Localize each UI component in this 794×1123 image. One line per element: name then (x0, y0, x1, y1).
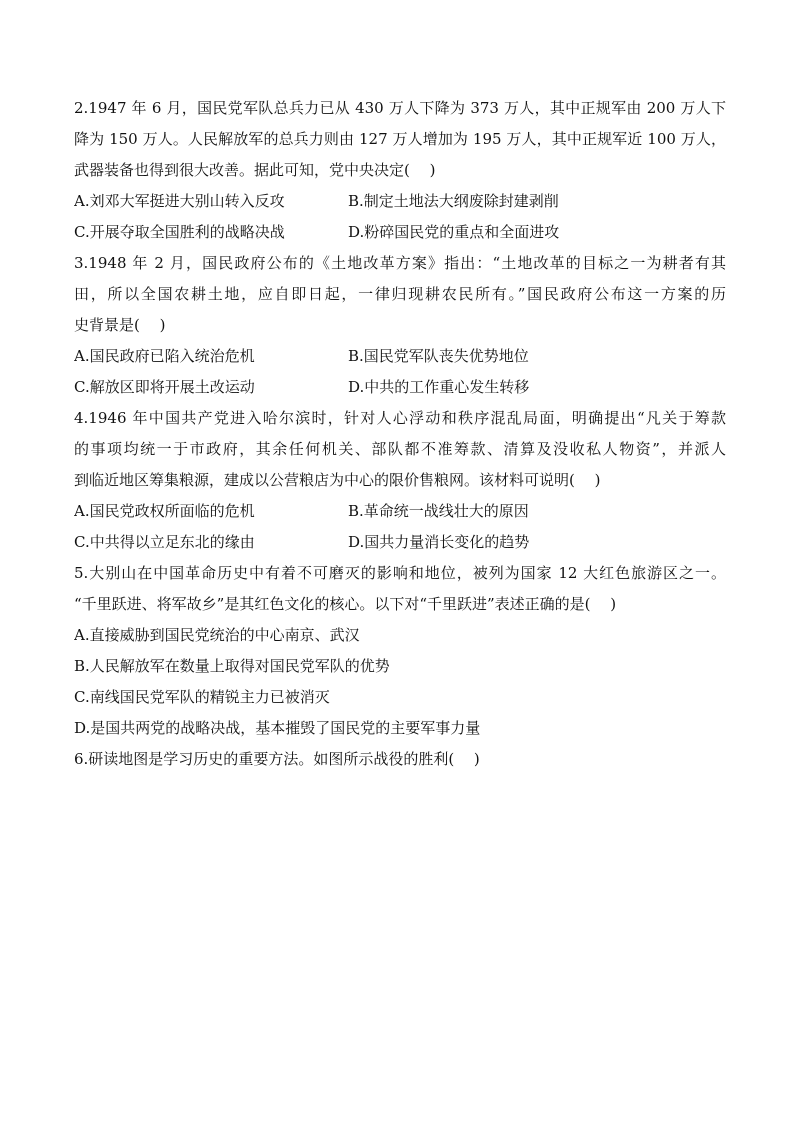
option-d: D.中共的工作重心发生转移 (348, 378, 530, 396)
question-2-options-row-1 (74, 186, 726, 217)
question-6-stem-line-1: 6.研读地图是学习历史的重要方法。如图所示战役的胜利( ) (74, 750, 480, 768)
question-4-stem-line-3: 到临近地区筹集粮源，建成以公营粮店为中心的限价售粮网。该材料可说明( ) (74, 471, 601, 489)
option-c: C.解放区即将开展土改运动 (74, 378, 255, 396)
option-a: A.直接威胁到国民党统治的中心南京、武汉 (74, 626, 360, 644)
question-4-options-row-2 (74, 527, 726, 558)
question-5 (74, 558, 726, 744)
question-3-options-row-2 (74, 372, 726, 403)
question-4-stem-line-1: 4.1946 年中国共产党进入哈尔滨时，针对人心浮动和秩序混乱局面，明确提出“凡关于筹款 (74, 409, 726, 427)
question-2-stem-line-2: 降为 150 万人。人民解放军的总兵力则由 127 万人增加为 195 万人，其中正规军近 100 万人， (74, 130, 726, 148)
question-3-stem-line-2: 田，所以全国农耕土地，应自即日起，一律归现耕农民所有。”国民政府公布这一方案的历 (74, 285, 726, 303)
option-c: C.中共得以立足东北的缘由 (74, 533, 255, 551)
option-c: C.南线国民党军队的精锐主力已被消灭 (74, 688, 330, 706)
option-b: B.人民解放军在数量上取得对国民党军队的优势 (74, 657, 390, 675)
question-6 (74, 744, 726, 775)
question-2-stem-line-3: 武器装备也得到很大改善。据此可知，党中央决定( ) (74, 161, 436, 179)
option-a: A.刘邓大军挺进大别山转入反攻 (74, 192, 285, 210)
question-2-options-row-2 (74, 217, 726, 248)
question-4-stem-line-2: 的事项均统一于市政府，其余任何机关、部队都不准筹款、清算及没收私人物资”，并派人 (74, 440, 726, 458)
option-b: B.革命统一战线壮大的原因 (348, 502, 529, 520)
option-c: C.开展夺取全国胜利的战略决战 (74, 223, 285, 241)
question-list (74, 93, 726, 775)
question-3-options-row-1 (74, 341, 726, 372)
question-4 (74, 403, 726, 558)
option-b: B.国民党军队丧失优势地位 (348, 347, 529, 365)
question-5-stem-line-1: 5.大别山在中国革命历史中有着不可磨灭的影响和地位，被列为国家 12 大红色旅游区之一。 (74, 564, 726, 582)
option-d: D.国共力量消长变化的趋势 (348, 533, 530, 551)
question-3-stem-line-1: 3.1948 年 2 月，国民政府公布的《土地改革方案》指出：“土地改革的目标之一为耕者有其 (74, 254, 726, 272)
question-3 (74, 248, 726, 403)
question-2-stem-line-1: 2.1947 年 6 月，国民党军队总兵力已从 430 万人下降为 373 万人，其中正规军由 200 万人下 (74, 99, 726, 117)
option-a: A.国民政府已陷入统治危机 (74, 347, 255, 365)
question-3-stem-line-3: 史背景是( ) (74, 316, 166, 334)
question-5-stem-line-2: “千里跃进、将军故乡”是其红色文化的核心。以下对“千里跃进”表述正确的是( ) (74, 595, 617, 613)
option-d: D.是国共两党的战略决战，基本摧毁了国民党的主要军事力量 (74, 719, 481, 737)
option-a: A.国民党政权所面临的危机 (74, 502, 255, 520)
question-2 (74, 93, 726, 248)
question-4-options-row-1 (74, 496, 726, 527)
option-b: B.制定土地法大纲废除封建剥削 (348, 192, 559, 210)
option-d: D.粉碎国民党的重点和全面进攻 (348, 223, 560, 241)
